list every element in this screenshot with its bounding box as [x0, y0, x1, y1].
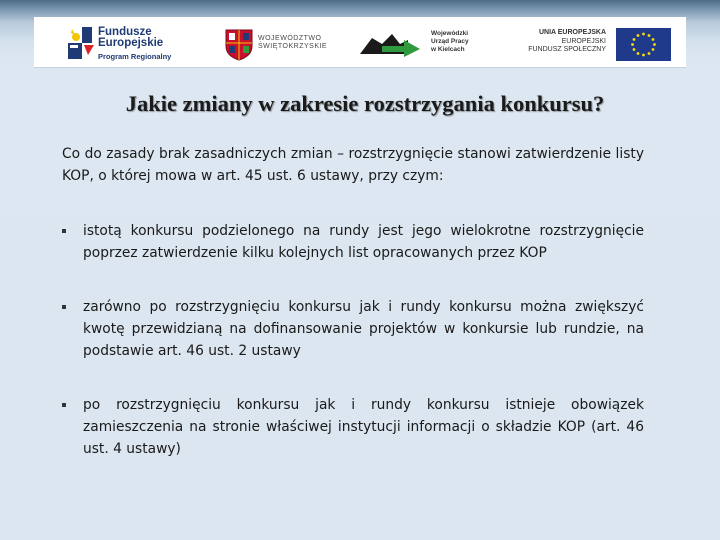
square-bullet-icon: [62, 229, 66, 233]
unia-europejska-logo: [516, 17, 681, 67]
wup-emblem-icon: [358, 30, 424, 58]
wup-line3: w Kielcach: [431, 46, 465, 53]
coat-of-arms-icon: [224, 28, 254, 61]
logo-bar: [34, 17, 686, 68]
fundusze-line1: Fundusze: [98, 26, 152, 38]
wup-logo: [356, 17, 496, 67]
bullet-text: zarówno po rozstrzygnięciu konkursu jak i rundy konkursu można zwiększyć kwotę przewidzianą na dofinansowanie projektów w konkursie lub rundzie, na podstawie art. 46 ust. 2 ustawy: [83, 299, 644, 359]
wojewodztwo-line1: WOJEWÓDZTWO: [258, 35, 322, 42]
fundusze-emblem-icon: [66, 23, 96, 61]
square-bullet-icon: [62, 403, 66, 407]
ue-line1: UNIA EUROPEJSKA: [538, 29, 606, 36]
wojewodztwo-logo: [222, 17, 337, 67]
bullet-text: istotą konkursu podzielonego na rundy jest jego wielokrotne rozstrzygnięcie poprzez zatwierdzenie kilku kolejnych list opracowanych przez KOP: [83, 223, 644, 261]
fundusze-line2: Europejskie: [98, 37, 164, 49]
ue-line2: EUROPEJSKI: [561, 37, 606, 45]
fundusze-line3: Program Regionalny: [98, 52, 172, 61]
wojewodztwo-text: [258, 35, 327, 51]
bullet-item: [62, 220, 644, 264]
wup-line1: Wojewódzki: [431, 30, 469, 37]
fundusze-text: [98, 27, 171, 62]
wup-line2: Urząd Pracy: [431, 38, 469, 45]
ue-line3: FUNDUSZ SPOŁECZNY: [528, 46, 606, 53]
fundusze-europejskie-logo: [64, 17, 224, 67]
slide-content: [62, 143, 644, 460]
wojewodztwo-line2: ŚWIĘTOKRZYSKIE: [258, 43, 328, 50]
bullet-item: [62, 394, 644, 460]
bullet-list: [62, 220, 644, 460]
eu-flag-icon: [616, 28, 671, 61]
slide-title: Jakie zmiany w zakresie rozstrzygania konkursu?: [125, 91, 605, 116]
square-bullet-icon: [62, 305, 66, 309]
bullet-item: [62, 296, 644, 362]
ue-text: [516, 29, 606, 55]
intro-paragraph: Co do zasady brak zasadniczych zmian – rozstrzygnięcie stanowi zatwierdzenie listy KOP, o której mowa w art. 45 ust. 6 ustawy, przy czym:: [62, 146, 644, 184]
bullet-text: po rozstrzygnięciu konkursu jak i rundy konkursu istnieje obowiązek zamieszczenia na stronie właściwej instytucji informacji o składzie KOP (art. 46 ust. 4 ustawy): [83, 397, 644, 457]
wup-text: [431, 30, 469, 54]
